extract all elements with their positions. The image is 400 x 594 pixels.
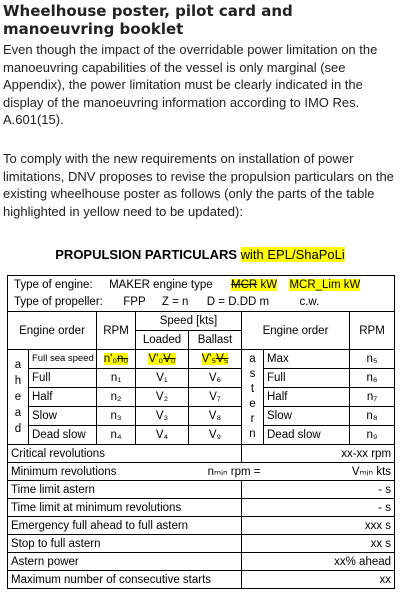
paragraph-proposal: To comply with the new requirements on installation of power limitations, DNV proposes to revise the propulsion particulars on the existing wheelhouse poster as follows (only the parts of the table highlighted in yellow need to be updated):	[3, 151, 394, 219]
engine-row	[8, 426, 395, 445]
propeller-cw: c.w.	[299, 296, 320, 309]
summary-value: xx s	[242, 535, 395, 553]
summary-label: Astern power	[8, 553, 242, 571]
astern-rpm: n₅	[350, 350, 395, 369]
header-speed: Speed [kts]	[136, 312, 242, 331]
ahead-loaded: V₃	[136, 407, 189, 426]
summary-row	[8, 499, 395, 517]
summary-row	[8, 517, 395, 535]
header-rpm-astern: RPM	[350, 312, 395, 350]
ahead-ballast: V₇	[189, 388, 242, 407]
ahead-rpm: n₄	[97, 426, 136, 445]
ahead-order: Half	[29, 388, 97, 407]
summary-value: - s	[242, 481, 395, 499]
summary-row	[8, 445, 395, 463]
ahead-ballast: V₆	[189, 369, 242, 388]
ahead-loaded: V₂	[136, 388, 189, 407]
propeller-value: FPP	[123, 296, 146, 309]
ahead-rpm: n₃	[97, 407, 136, 426]
summary-value: xx	[242, 571, 395, 589]
summary-value: Vₘᵢₙ kts	[264, 463, 395, 481]
ahead-order: Dead slow	[29, 426, 97, 445]
header-engine-order: Engine order	[8, 312, 97, 350]
mcr-lim: MCR_Lim kW	[289, 278, 361, 291]
summary-row	[8, 481, 395, 499]
ahead-ballast: V₈	[189, 407, 242, 426]
section-heading: Wheelhouse poster, pilot card and manoeuvring booklet	[3, 2, 293, 38]
engine-row	[8, 388, 395, 407]
summary-label: Stop to full astern	[8, 535, 242, 553]
ahead-ballast: V₉	[189, 426, 242, 445]
ahead-loaded: V₄	[136, 426, 189, 445]
engine-row: a h e a d Full sea speed n'₀n₀ V'₀V₀ V'₅V₅ a s t e r n Max n₅	[8, 350, 395, 369]
summary-label: Time limit astern	[8, 481, 242, 499]
summary-value: xxx s	[242, 517, 395, 535]
ahead-rpm: n₂	[97, 388, 136, 407]
table-caption	[0, 247, 400, 263]
astern-letters: a s t e r n	[242, 350, 264, 445]
propeller-d: D = D.DD m	[206, 296, 270, 309]
summary-row	[8, 571, 395, 589]
ahead-order: Full sea speed	[29, 350, 97, 369]
propeller-type-row	[8, 294, 395, 312]
caption-main: PROPULSION PARTICULARS	[55, 247, 238, 262]
astern-rpm: n₆	[350, 369, 395, 388]
caption-highlight: with EPL/ShaPoLi	[240, 247, 345, 262]
summary-label: Maximum number of consecutive starts	[8, 571, 242, 589]
astern-order: Full	[264, 369, 350, 388]
astern-order: Slow	[264, 407, 350, 426]
astern-order: Half	[264, 388, 350, 407]
paragraph-impact: Even though the impact of the overridable power limitation on the manoeuvring capabilities of the vessel is only marginal (see Appendix), the power limitation must be clearly indicated in the display of the manoeuvring information according to IMO Res. A.601(15).	[3, 42, 378, 128]
astern-rpm: n₉	[350, 426, 395, 445]
ahead-letters: a h e a d	[8, 350, 29, 445]
engine-label: Type of engine:	[14, 278, 93, 291]
summary-label: Minimum revolutions	[8, 463, 136, 481]
astern-rpm: n₈	[350, 407, 395, 426]
engine-type-row	[8, 276, 395, 294]
propeller-label: Type of propeller:	[14, 296, 103, 309]
mcr-struck: MCR	[231, 278, 258, 291]
summary-value: - s	[242, 499, 395, 517]
propeller-z: Z = n	[161, 296, 189, 309]
mcr-kw: kW	[260, 278, 278, 291]
summary-value: xx% ahead	[242, 553, 395, 571]
astern-order: Dead slow	[264, 426, 350, 445]
summary-row	[8, 553, 395, 571]
engine-row	[8, 407, 395, 426]
ahead-loaded: V₁	[136, 369, 189, 388]
header-rpm: RPM	[97, 312, 136, 350]
ahead-rpm: n₁	[97, 369, 136, 388]
summary-label: Critical revolutions	[8, 445, 242, 463]
summary-row	[8, 535, 395, 553]
header-ballast: Ballast	[189, 331, 242, 350]
engine-value: MAKER engine type	[109, 278, 213, 291]
header-row	[8, 312, 395, 331]
header-loaded: Loaded	[136, 331, 189, 350]
summary-label: Emergency full ahead to full astern	[8, 517, 242, 535]
ahead-order: Slow	[29, 407, 97, 426]
astern-rpm: n₇	[350, 388, 395, 407]
propulsion-particulars-table	[7, 275, 395, 589]
summary-mid: nₘᵢₙ rpm =	[136, 463, 264, 481]
summary-row	[8, 463, 395, 481]
astern-order: Max	[264, 350, 350, 369]
engine-row	[8, 369, 395, 388]
summary-value: xx-xx rpm	[242, 445, 395, 463]
header-engine-order-astern: Engine order	[242, 312, 350, 350]
summary-label: Time limit at minimum revolutions	[8, 499, 242, 517]
ahead-order: Full	[29, 369, 97, 388]
